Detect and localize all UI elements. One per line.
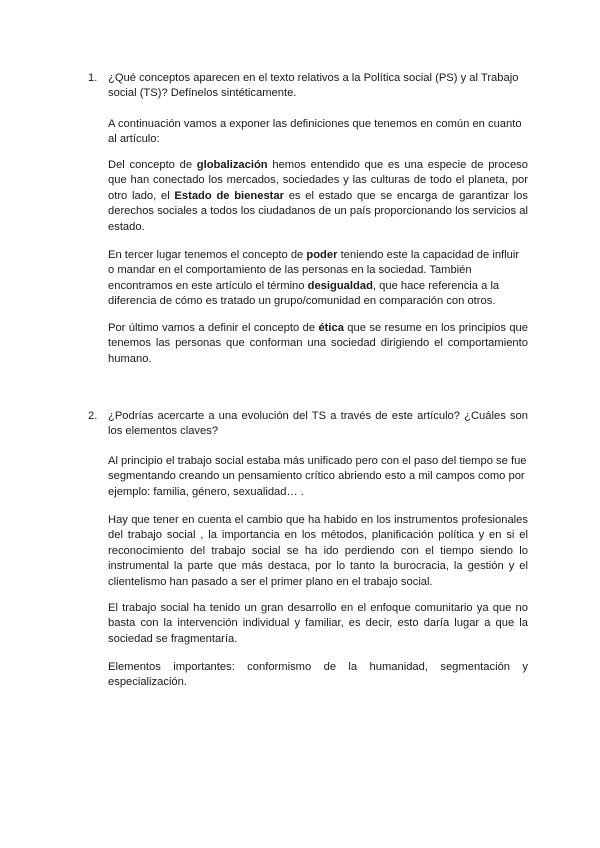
- answer-paragraph-etica: [108, 321, 528, 367]
- question-text: ¿Podrías acercarte a una evolución del TS a través de este artículo? ¿Cuáles son los elementos claves?: [108, 410, 528, 438]
- text-run: es el estado que se encarga de garantizar los derechos sociales a todos los ciudadanos de un país proporcionando los servicios al estado.: [108, 189, 528, 233]
- answer-intro: A continuación vamos a exponer las definiciones que tenemos en común en cuanto al artículo:: [108, 118, 522, 146]
- text-run: Por último vamos a definir el concepto de: [108, 322, 319, 334]
- answer-paragraph-poder: [108, 248, 528, 310]
- question-2: [88, 409, 528, 440]
- term-poder: poder: [306, 249, 338, 261]
- question-1: [88, 71, 528, 102]
- question-text: ¿Qué conceptos aparecen en el texto relativos a la Política social (PS) y al Trabajo social (TS)? Defínelos sintéticamente.: [108, 72, 519, 100]
- answer-paragraph: Al principio el trabajo social estaba más unificado pero con el paso del tiempo se fue segmentando creando un pensamiento crítico abriendo esto a mil campos como por ejemplo: familia, género, sexualidad… .: [108, 455, 527, 498]
- term-estado-de-bienestar: Estado de bienestar: [174, 189, 284, 202]
- text-run: Del concepto de: [108, 159, 197, 171]
- text-run: que se resume en los principios que tenemos las personas que conforman una sociedad dirigiendo el comportamiento humano.: [108, 322, 528, 365]
- text-run: En tercer lugar tenemos el concepto de: [108, 249, 307, 261]
- text-run: teniendo este la capacidad de influir o mandar en el comportamiento de las personas en la sociedad. También encontramos en este artículo el término: [108, 249, 520, 292]
- term-globalizacion: globalización: [196, 159, 268, 171]
- answer-paragraph: Elementos importantes: conformismo de la humanidad, segmentación y especialización.: [108, 661, 528, 689]
- text-run: hemos entendido que es una especie de proceso que han conectado los mercados, sociedades y las culturas de todo el planeta, por otro lado, el: [108, 159, 528, 202]
- question-number: 2.: [88, 410, 98, 422]
- answer-paragraph: El trabajo social ha tenido un gran desarrollo en el enfoque comunitario ya que no basta con la intervención individual y familiar, es decir, esto daría lugar a que la sociedad se fragmentaría.: [108, 602, 528, 645]
- term-desigualdad: desigualdad: [307, 279, 373, 292]
- term-etica: ética: [318, 322, 344, 334]
- text-run: , que hace referencia a la diferencia de cómo es tratado un grupo/comunidad en comparación con otros.: [108, 279, 500, 308]
- answer-paragraph: Hay que tener en cuenta el cambio que ha habido en los instrumentos profesionales del trabajo social , la importancia en los métodos, planificación política y en si el reconocimiento del trabajo social se ha ido perdiendo con el tiempo siendo lo instrumental la parte que más destaca, por lo tanto la burocracia, la gestión y el clientelismo han pasado a ser el primer plano en el trabajo social.: [108, 514, 528, 588]
- answer-paragraph-globalization: [108, 158, 528, 235]
- question-number: 1.: [88, 72, 98, 84]
